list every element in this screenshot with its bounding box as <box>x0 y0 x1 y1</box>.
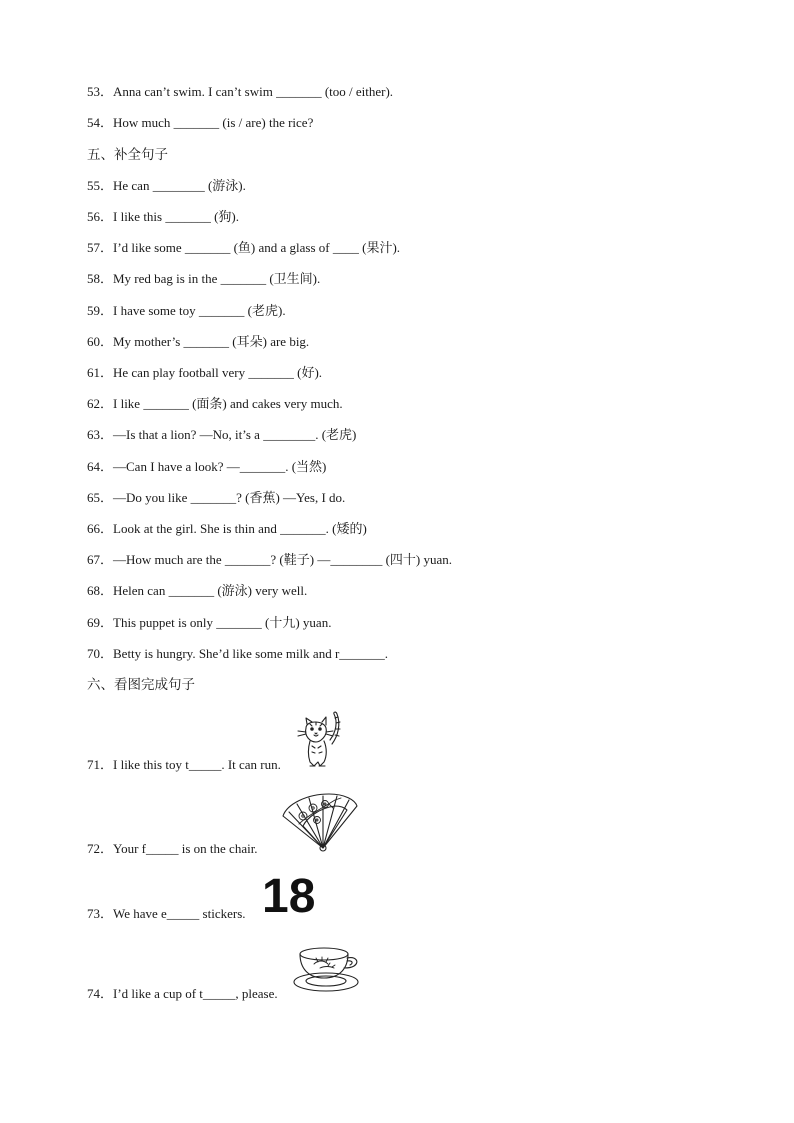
question-72: 72．Your f_____ is on the chair. <box>87 841 258 856</box>
question-58: 58．My red bag is in the _______ (卫生间). <box>87 271 321 286</box>
question-73: 73．We have e_____ stickers. <box>87 906 246 921</box>
toy-tiger-icon <box>294 710 350 772</box>
question-74: 74．I’d like a cup of t_____, please. <box>87 986 278 1001</box>
number-eighteen-picture: 18 <box>262 870 316 923</box>
question-70: 70．Betty is hungry. She’d like some milk and r_______. <box>87 646 389 661</box>
question-59: 59．I have some toy _______ (老虎). <box>87 303 286 318</box>
question-57: 57．I’d like some _______ (鱼) and a glass of ____ (果汁). <box>87 240 401 255</box>
question-65: 65．—Do you like _______? (香蕉) —Yes, I do. <box>87 490 346 505</box>
question-61: 61．He can play football very _______ (好). <box>87 365 323 380</box>
question-55: 55．He can ________ (游泳). <box>87 178 246 193</box>
question-64: 64．—Can I have a look? —_______. (当然) <box>87 459 327 474</box>
question-60: 60．My mother’s _______ (耳朵) are big. <box>87 334 310 349</box>
question-66: 66．Look at the girl. She is thin and _______. (矮的) <box>87 521 367 536</box>
question-67: 67．—How much are the _______? (鞋子) —________ (四十) yuan. <box>87 552 453 567</box>
question-71: 71．I like this toy t_____. It can run. <box>87 757 281 772</box>
question-63: 63．—Is that a lion? —No, it’s a ________. (老虎) <box>87 427 357 442</box>
fan-icon <box>279 792 361 854</box>
question-53: 53．Anna can’t swim. I can’t swim _______ (too / either). <box>87 84 394 99</box>
question-62: 62．I like _______ (面条) and cakes very much. <box>87 396 343 411</box>
question-56: 56．I like this _______ (狗). <box>87 209 240 224</box>
teacup-icon <box>292 944 362 994</box>
question-69: 69．This puppet is only _______ (十九) yuan. <box>87 615 332 630</box>
question-54: 54．How much _______ (is / are) the rice? <box>87 115 314 130</box>
question-68: 68．Helen can _______ (游泳) very well. <box>87 583 308 598</box>
section-heading-5: 五、补全句子 <box>87 147 168 163</box>
section-heading-6: 六、看图完成句子 <box>87 677 195 693</box>
